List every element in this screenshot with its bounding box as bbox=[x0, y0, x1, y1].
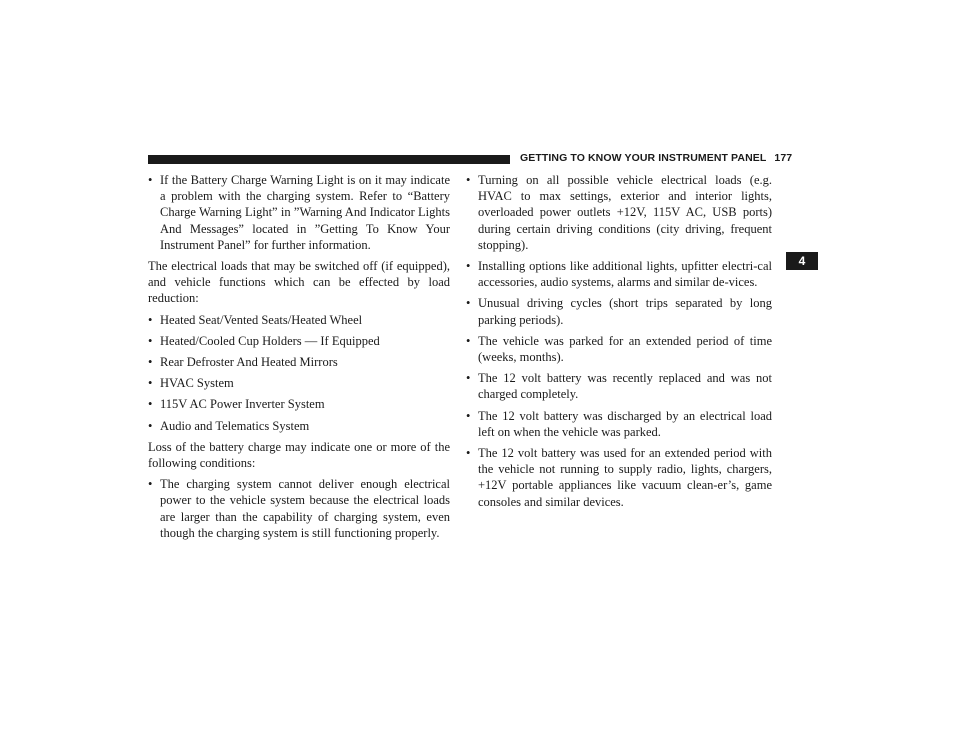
left-column bbox=[148, 172, 450, 546]
header-rule bbox=[148, 155, 510, 164]
list-item: • If the Battery Charge Warning Light is on it may indicate a problem with the charging system. Refer to “Battery Charge Warning Light” in ”Warning And Indicator Lights And Messages” located in ”Getting To Know Your Instrument Panel” for further information. bbox=[148, 172, 450, 253]
list-item: • 115V AC Power Inverter System bbox=[148, 396, 450, 412]
header-title: GETTING TO KNOW YOUR INSTRUMENT PANEL bbox=[520, 152, 767, 164]
page-number: 177 bbox=[774, 152, 793, 164]
list-item: • The charging system cannot deliver enough electrical power to the vehicle system because the electrical loads are larger than the capability of charging system, even though the charging system is still functioning properly. bbox=[148, 476, 450, 541]
right-column bbox=[466, 172, 772, 515]
list-item: • Installing options like additional lights, upfitter electri-cal accessories, audio systems, alarms and similar de-vices. bbox=[466, 258, 772, 290]
list-item: • Rear Defroster And Heated Mirrors bbox=[148, 354, 450, 370]
list-item: • The 12 volt battery was used for an extended period with the vehicle not running to supply radio, lights, chargers, +12V portable appliances like vacuum clean-er’s, game consoles and similar devices. bbox=[466, 445, 772, 510]
list-item: • The 12 volt battery was recently replaced and was not charged completely. bbox=[466, 370, 772, 402]
list-item: • Unusual driving cycles (short trips separated by long parking periods). bbox=[466, 295, 772, 327]
paragraph: The electrical loads that may be switched off (if equipped), and vehicle functions which can be effected by load reduction: bbox=[148, 259, 450, 306]
list-item: • HVAC System bbox=[148, 375, 450, 391]
chapter-tab: 4 bbox=[786, 252, 818, 270]
list-item: • The 12 volt battery was discharged by an electrical load left on when the vehicle was parked. bbox=[466, 408, 772, 440]
list-item: • The vehicle was parked for an extended period of time (weeks, months). bbox=[466, 333, 772, 365]
list-item: • Turning on all possible vehicle electrical loads (e.g. HVAC to max settings, exterior and interior lights, overloaded power outlets +12V, 115V AC, USB ports) during certain driving conditions (city driving, frequent stopping). bbox=[466, 172, 772, 253]
list-item: • Heated Seat/Vented Seats/Heated Wheel bbox=[148, 312, 450, 328]
paragraph: Loss of the battery charge may indicate one or more of the following conditions: bbox=[148, 439, 450, 471]
running-header bbox=[520, 152, 792, 164]
list-item: • Audio and Telematics System bbox=[148, 418, 450, 434]
list-item: • Heated/Cooled Cup Holders — If Equipped bbox=[148, 333, 450, 349]
